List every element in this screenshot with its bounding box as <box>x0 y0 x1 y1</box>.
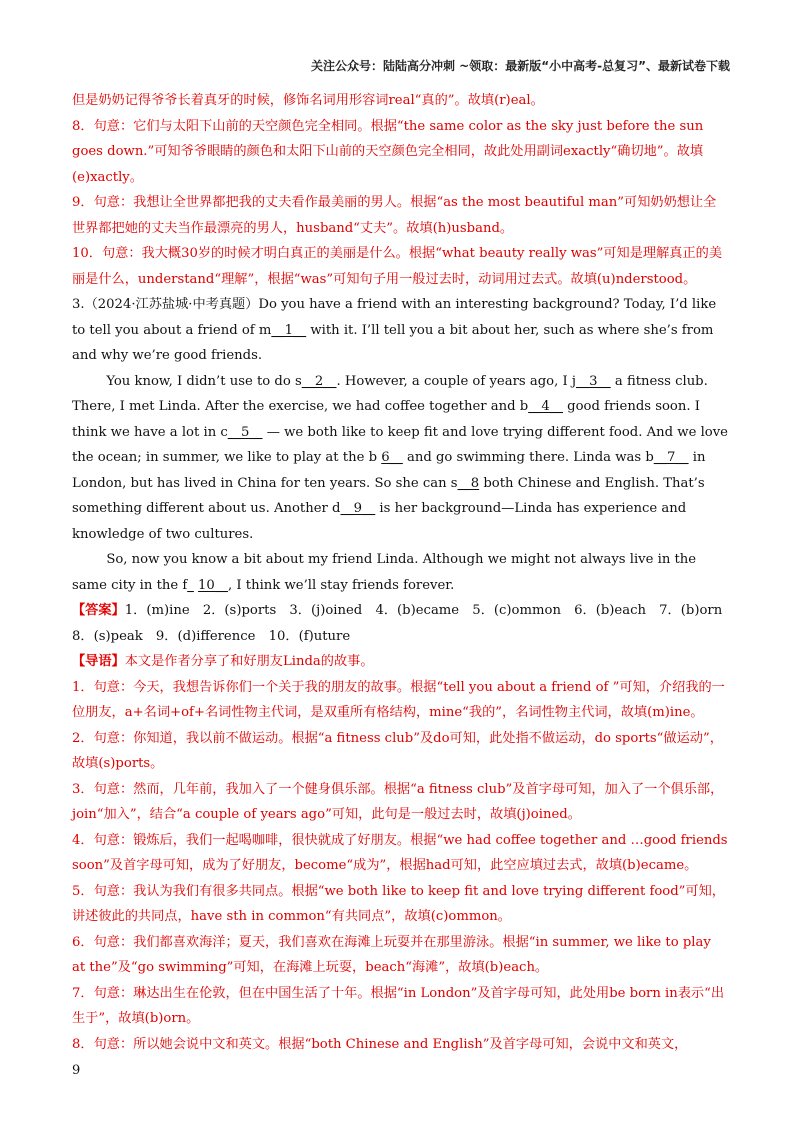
blank-2: __2__ <box>301 373 337 389</box>
explanation-line: 8．句意：所以她会说中文和英文。根据“both Chinese and English”及首字母可知，会说中文和英文， <box>72 1036 688 1052</box>
answer-line: 【答案】1．(m)ine 2．(s)ports 3．(j)oined 4．(b)ecame 5．(c)ommon 6．(b)each 7．(b)orn 8．(s)peak 9．(d)ifference 10．(f)uture <box>72 603 736 644</box>
explanation-line: 9．句意：我想让全世界都把我的丈夫看作最美丽的男人。根据“as the most beautiful man”可知奶奶想让全世界都把她的丈夫当作最漂亮的男人，husband“丈夫”。故填(h)usband。 <box>72 195 717 236</box>
blank-8: __8 <box>457 475 480 491</box>
explanation-line: 7．句意：琳达出生在伦敦，但在中国生活了十年。根据“in London”及首字母可知，此处用be born in表示“出生于”，故填(b)orn。 <box>72 985 725 1026</box>
blank-3: __3__ <box>575 373 611 389</box>
explanation-line: 3．句意：然而，几年前，我加入了一个健身俱乐部。根据“a fitness club”及首字母可知，加入了一个俱乐部，join“加入”，结合“a couple of years ago”可知，此句是一般过去时，故填(j)oined。 <box>72 781 724 822</box>
explanation-line: 10．句意：我大概30岁的时候才明白真正的美丽是什么。根据“what beauty really was”可知是理解真正的美丽是什么，understand“理解”，根据“was”可知句子用一般过去时，动词用过去式。故填(u)nderstood。 <box>72 246 723 287</box>
blank-7: __7__ <box>653 450 689 465</box>
blank-4: __4__ <box>528 399 563 414</box>
question-paragraph-3: So, now you know a bit about my friend Linda. Although we might not always live in the same city in the f_ 10__, I think we’ll stay friends forever. <box>72 552 697 593</box>
explanation-line: 8．句意：它们与太阳下山前的天空颜色完全相同。根据“the same color as the sky just before the sun goes down.”可知爷爷眼睛的颜色和太阳下山前的天空颜色完全相同，故此处用副词exactly“确切地”。故填(e)xactly。 <box>72 118 704 185</box>
explanation-line: 2．句意：你知道，我以前不做运动。根据“a fitness club”及do可知，此处指不做运动，do sports“做运动”，故填(s)ports。 <box>72 730 723 771</box>
page-number: 9 <box>72 1063 81 1078</box>
document-content <box>72 88 736 1057</box>
explanation-line: 但是奶奶记得爷爷长着真牙的时候，修饰名词用形容词real“真的”。故填(r)eal。 <box>72 93 544 108</box>
question-paragraph-2: You know, I didn’t use to do s__2__. However, a couple of years ago, I j__3__ a fitness club. There, I met Linda. After the exercise, we had coffee together and b__4__ good friends soon. I think we have a lot in c__5__ — we both like to keep fit and love trying different food. And we love the ocean; in summer, we like to play at the b 6__ and go swimming there. Linda was b__7__ in London, but has lived in China for ten years. So she can s__8 both Chinese and English. That’s something different about us. Another d__9__ is her background—Linda has experience and knowledge of two cultures. <box>72 373 728 542</box>
question-intro: 3.（2024·江苏盐城·中考真题）Do you have a friend with an interesting background? Today, I’d like to tell you about a friend of m__1__ with it. I’ll tell you a bit about her, such as where she’s from and why we’re good friends. <box>72 297 717 363</box>
blank-6: 6__ <box>381 450 403 465</box>
explanation-line: 6．句意：我们都喜欢海洋；夏天，我们喜欢在海滩上玩耍并在那里游泳。根据“in summer, we like to play at the”及“go swimming”可知，在海滩上玩耍，beach“海滩”，故填(b)each。 <box>72 934 711 975</box>
blank-10-tail: _ <box>187 577 194 593</box>
guide-label: 【导语】 <box>72 654 125 669</box>
blank-10: 10__ <box>198 577 229 593</box>
explanation-line: 4．句意：锻炼后，我们一起喝咖啡，很快就成了好朋友。根据“we had coffee together and …good friends soon”及首字母可知，成为了好朋友，become“成为”，根据had可知，此空应填过去式，故填(b)ecame。 <box>72 832 728 873</box>
answer-label: 【答案】 <box>72 603 125 618</box>
guide-line: 【导语】本文是作者分享了和好朋友Linda的故事。 <box>72 654 374 669</box>
page-header: 关注公众号：陆陆高分冲刺 ~领取：最新版“小中高考-总复习”、最新试卷下载 <box>311 59 730 73</box>
blank-5: __5__ <box>227 424 263 440</box>
explanation-line: 1．句意：今天，我想告诉你们一个关于我的朋友的故事。根据“tell you about a friend of ”可知，介绍我的一位朋友，a+名词+of+名词性物主代词，是双重所有格结构，mine“我的”，名词性物主代词，故填(m)ine。 <box>72 679 725 720</box>
blank-1: __1__ <box>271 322 307 338</box>
explanation-line: 5．句意：我认为我们有很多共同点。根据“we both like to keep fit and love trying different food”可知，讲述彼此的共同点，have sth in common“有共同点”，故填(c)ommon。 <box>72 883 725 924</box>
blank-9: __9__ <box>340 501 376 516</box>
